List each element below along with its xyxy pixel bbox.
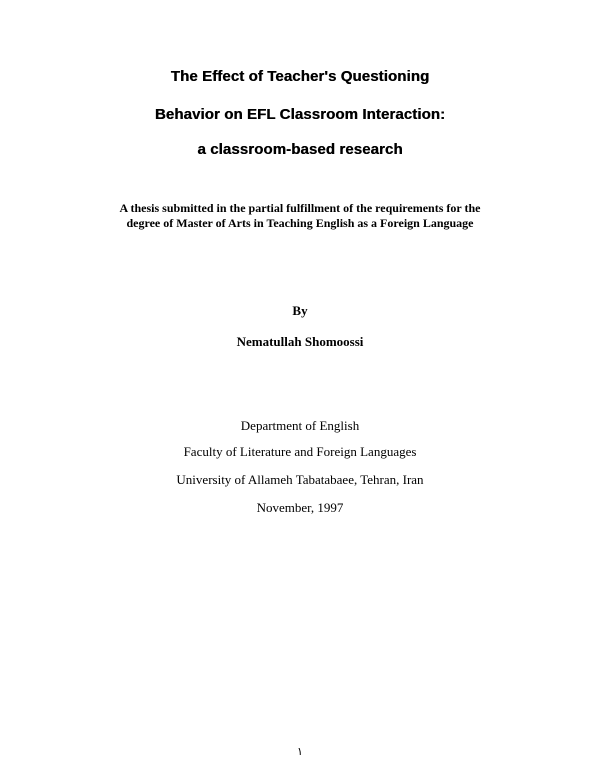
thesis-title-line-1: The Effect of Teacher's Questioning bbox=[170, 68, 430, 85]
submission-date: November, 1997 bbox=[256, 500, 344, 515]
thesis-title-line-3: a classroom-based research bbox=[197, 141, 403, 158]
thesis-statement-line-1: A thesis submitted in the partial fulfillment of the requirements for the bbox=[119, 201, 481, 215]
by-label: By bbox=[292, 303, 308, 318]
faculty: Faculty of Literature and Foreign Languages bbox=[183, 444, 417, 459]
thesis-statement-line-2: degree of Master of Arts in Teaching English as a Foreign Language bbox=[126, 216, 474, 230]
author-name: Nematullah Shomoossi bbox=[236, 334, 364, 349]
page-number: ١ bbox=[297, 745, 303, 758]
department: Department of English bbox=[240, 418, 360, 433]
thesis-title-line-2: Behavior on EFL Classroom Interaction: bbox=[154, 106, 446, 123]
university: University of Allameh Tabatabaee, Tehran, Iran bbox=[176, 472, 424, 487]
